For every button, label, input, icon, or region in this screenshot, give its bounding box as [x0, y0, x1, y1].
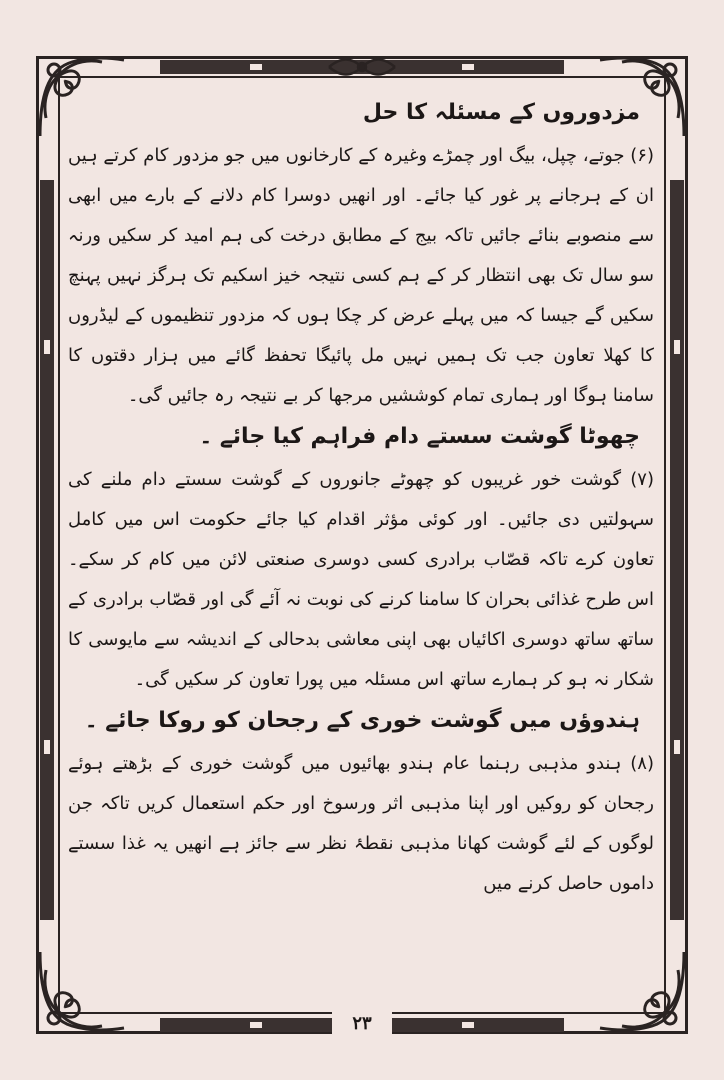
section-heading: ہندوؤں میں گوشت خوری کے رجحان کو روکا جائے ۔: [84, 708, 640, 733]
page-content: [68, 92, 654, 1000]
section-paragraph: (۸) ہندو مذہبی رہنما عام ہندو بھائیوں میں گوشت خوری کے بڑھتے ہوئے رجحان کو روکیں اور اپنا مذہبی اثر ورسوخ اور حکم استعمال کریں تاکہ جن لوگوں کے لئے گوشت کھانا مذہبی نقطۂ نظر سے جائز ہے انھیں یہ غذا سستے داموں حاصل کرنے میں: [68, 753, 654, 894]
page-number: ۲۳: [332, 1006, 392, 1042]
section-paragraph: (۷) گوشت خور غریبوں کو چھوٹے جانوروں کے گوشت سستے دام ملنے کی سہولتیں دی جائیں۔ اور کوئی مؤثر اقدام کیا جائے حکومت اس میں کامل تعاون کرے تاکہ قصّاب برادری کسی دوسری صنعتی لائن میں کام کر سکے۔ اس طرح غذائی بحران کا سامنا کرنے کی نوبت نہ آئے گی اور قصّاب برادری کے ساتھ ساتھ دوسری اکائیاں بھی اپنی معاشی بدحالی کے اندیشہ سے مایوسی کا شکار نہ ہو کر ہمارے ساتھ اس مسئلہ میں پورا تعاون کر سکیں گی۔: [68, 469, 654, 690]
section-heading: چھوٹا گوشت سستے دام فراہم کیا جائے ۔: [199, 424, 640, 449]
section-heading: مزدوروں کے مسئلہ کا حل: [362, 100, 640, 125]
border-band-right: [670, 180, 684, 920]
border-band-left: [40, 180, 54, 920]
top-center-ornament-icon: [327, 55, 397, 79]
section-paragraph: (۶) جوتے، چپل، بیگ اور چمڑے وغیرہ کے کارخانوں میں جو مزدور کام کرتے ہیں ان کے ہرجانے پر غور کیا جائے۔ اور انھیں دوسرا کام دلانے کے بارے میں ابھی سے منصوبے بنائے جائیں تاکہ بیج کے مطابق درخت کی ہم امید کر سکیں ورنہ سو سال تک بھی انتظار کر کے ہم کسی نتیجہ خیز اسکیم تک ہرگز نہیں پہنچ سکیں گے جیسا کہ میں پہلے عرض کر چکا ہوں کہ مزدور تنظیموں کے لیڈروں کا کھلا تعاون جب تک ہمیں نہیں مل پائیگا تحفظ گائے میں ہزار دقتوں کا سامنا ہوگا اور ہماری تمام کوششیں مرجھا کر بے نتیجہ رہ جائیں گی۔: [68, 145, 654, 406]
